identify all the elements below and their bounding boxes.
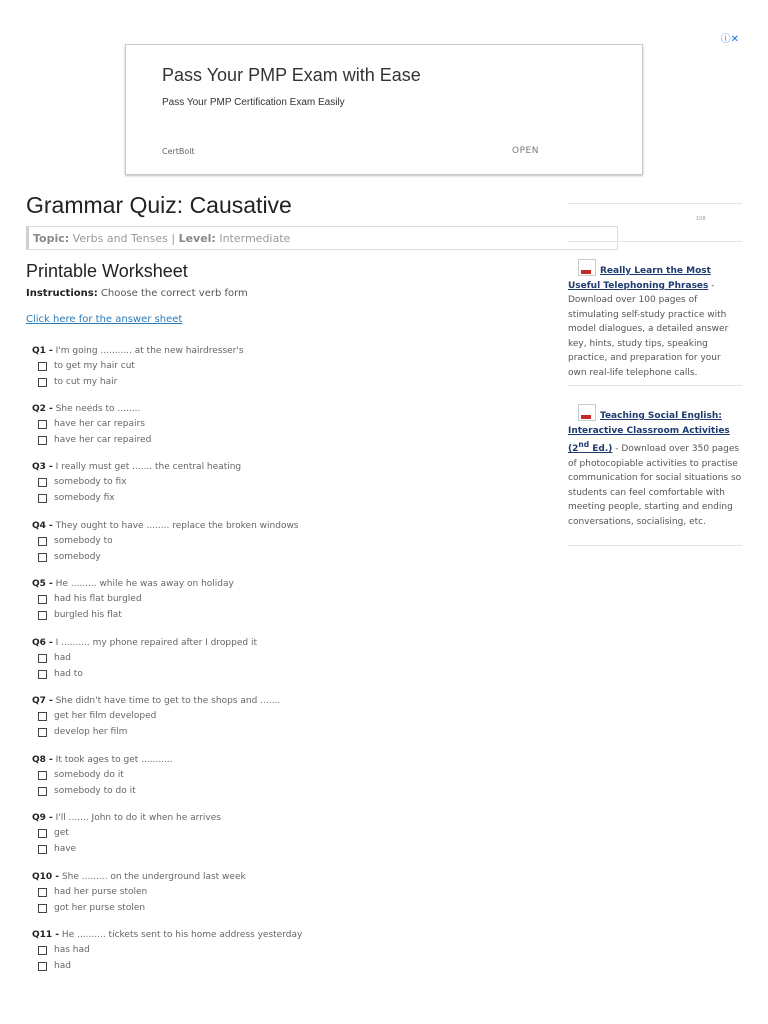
question-11	[32, 928, 332, 974]
answer-checkbox[interactable]	[38, 829, 47, 838]
answer-checkbox[interactable]	[38, 537, 47, 546]
question-text: I really must get ....... the central heating	[55, 462, 242, 472]
answer-option: have	[54, 844, 77, 854]
question-text: She needs to ........	[55, 404, 141, 414]
instructions	[26, 288, 248, 299]
ad-subline: Pass Your PMP Certification Exam Easily	[162, 97, 345, 108]
answer-sheet-link[interactable]: Click here for the answer sheet	[26, 314, 183, 325]
sidebar-banner	[568, 203, 742, 242]
answer-checkbox[interactable]	[38, 494, 47, 503]
question-number: Q11 -	[32, 930, 60, 940]
answer-option: somebody to fix	[54, 477, 127, 487]
answer-checkbox[interactable]	[38, 728, 47, 737]
question-9	[32, 811, 332, 857]
topic-level-bar: Topic: Verbs and Tenses | Level: Intermediate	[26, 226, 618, 250]
answer-option: has had	[54, 945, 90, 955]
answer-option: got her purse stolen	[54, 903, 146, 913]
question-text: I'll ....... John to do it when he arrives	[55, 813, 221, 823]
pdf-icon	[578, 404, 596, 421]
answer-option: burgled his flat	[54, 610, 122, 620]
question-7	[32, 694, 332, 740]
answer-option: somebody	[54, 552, 101, 562]
question-number: Q2 -	[32, 404, 53, 414]
answer-option: have her car repairs	[54, 419, 145, 429]
answer-option: had to	[54, 669, 83, 679]
answer-option: had	[54, 653, 71, 663]
sidebar-resource-telephoning	[568, 259, 742, 380]
question-text: She didn't have time to get to the shops and .......	[55, 696, 281, 706]
answer-checkbox[interactable]	[38, 845, 47, 854]
answer-checkbox[interactable]	[38, 362, 47, 371]
question-text: It took ages to get ...........	[55, 755, 173, 765]
page-title: Grammar Quiz: Causative	[26, 192, 292, 218]
level-label: Level:	[178, 232, 216, 245]
answer-checkbox[interactable]	[38, 378, 47, 387]
question-8	[32, 753, 332, 799]
ad-choices-icon[interactable]: ⓘ	[720, 34, 731, 45]
answer-option: had	[54, 961, 71, 971]
answer-option: get her film developed	[54, 711, 157, 721]
answer-checkbox[interactable]	[38, 904, 47, 913]
question-number: Q1 -	[32, 346, 53, 356]
sidebar-divider	[568, 545, 742, 546]
answer-checkbox[interactable]	[38, 712, 47, 721]
answer-checkbox[interactable]	[38, 420, 47, 429]
question-6	[32, 636, 332, 682]
question-number: Q5 -	[32, 579, 53, 589]
instructions-label: Instructions:	[26, 288, 98, 299]
sidebar-banner-text: 108	[696, 216, 706, 222]
answer-checkbox[interactable]	[38, 787, 47, 796]
ad-headline[interactable]: Pass Your PMP Exam with Ease	[162, 65, 421, 85]
resource-link-text[interactable]: Teaching Social English: Interactive Classroom Activities (2	[568, 411, 730, 454]
question-3	[32, 460, 332, 506]
answer-checkbox[interactable]	[38, 946, 47, 955]
answer-option: had his flat burgled	[54, 594, 142, 604]
answer-option: get	[54, 828, 69, 838]
question-number: Q3 -	[32, 462, 53, 472]
question-number: Q4 -	[32, 521, 53, 531]
pdf-icon	[578, 259, 596, 276]
question-text: I .......... my phone repaired after I dropped it	[55, 638, 257, 648]
resource-description: - Download over 100 pages of stimulating self-study practice with model dialogues, a detailed answer key, hints, study tips, speaking practice, and preparation for your own real-life telephone calls.	[568, 280, 729, 378]
ad-choices[interactable]	[721, 30, 739, 45]
answer-checkbox[interactable]	[38, 888, 47, 897]
question-number: Q7 -	[32, 696, 53, 706]
answer-checkbox[interactable]	[38, 611, 47, 620]
question-4	[32, 519, 332, 565]
question-text: He ......... while he was away on holiday	[55, 579, 234, 589]
answer-option: somebody do it	[54, 770, 124, 780]
answer-option: have her car repaired	[54, 435, 152, 445]
answer-option: somebody to	[54, 536, 113, 546]
answer-option: somebody fix	[54, 493, 115, 503]
resource-description: - Download over 350 pages of photocopiable activities to practise communication for social situations so students can feel comfortable with meeting people, starting and ending conversations, socialising, etc.	[568, 444, 742, 527]
resource-link-text-end[interactable]: Ed.)	[589, 444, 613, 454]
topic-label: Topic:	[33, 232, 70, 245]
close-icon[interactable]: ✕	[730, 34, 739, 45]
resource-link[interactable]: Really Learn the Most Useful Telephoning Phrases	[568, 266, 711, 291]
question-text: She ......... on the underground last week	[61, 872, 246, 882]
answer-option: somebody to do it	[54, 786, 136, 796]
topic-value: Verbs and Tenses	[72, 232, 168, 245]
question-2	[32, 402, 332, 448]
ad-brand: CertBolt	[162, 147, 195, 156]
question-text: They ought to have ........ replace the broken windows	[55, 521, 299, 531]
question-number: Q10 -	[32, 872, 60, 882]
answer-option: to cut my hair	[54, 377, 118, 387]
question-text: He .......... tickets sent to his home address yesterday	[61, 930, 303, 940]
answer-checkbox[interactable]	[38, 771, 47, 780]
question-1	[32, 344, 332, 390]
resource-link-sup[interactable]: nd	[578, 440, 590, 449]
sidebar-divider	[568, 385, 742, 386]
question-number: Q8 -	[32, 755, 53, 765]
question-number: Q6 -	[32, 638, 53, 648]
question-text: I'm going ........... at the new hairdresser's	[55, 346, 244, 356]
answer-checkbox[interactable]	[38, 436, 47, 445]
answer-checkbox[interactable]	[38, 553, 47, 562]
answer-option: to get my hair cut	[54, 361, 135, 371]
question-number: Q9 -	[32, 813, 53, 823]
worksheet-heading: Printable Worksheet	[26, 261, 188, 281]
answer-option: develop her film	[54, 727, 128, 737]
answer-checkbox[interactable]	[38, 654, 47, 663]
level-value: Intermediate	[219, 232, 291, 245]
ad-banner[interactable]	[125, 44, 643, 175]
question-5	[32, 577, 332, 623]
answer-checkbox[interactable]	[38, 962, 47, 971]
answer-checkbox[interactable]	[38, 670, 47, 679]
sidebar-resource-social-english	[568, 404, 742, 529]
answer-checkbox[interactable]	[38, 595, 47, 604]
ad-open-button[interactable]: OPEN	[512, 146, 539, 156]
instructions-text: Choose the correct verb form	[100, 288, 248, 299]
answer-option: had her purse stolen	[54, 887, 148, 897]
question-10	[32, 870, 332, 916]
answer-checkbox[interactable]	[38, 478, 47, 487]
